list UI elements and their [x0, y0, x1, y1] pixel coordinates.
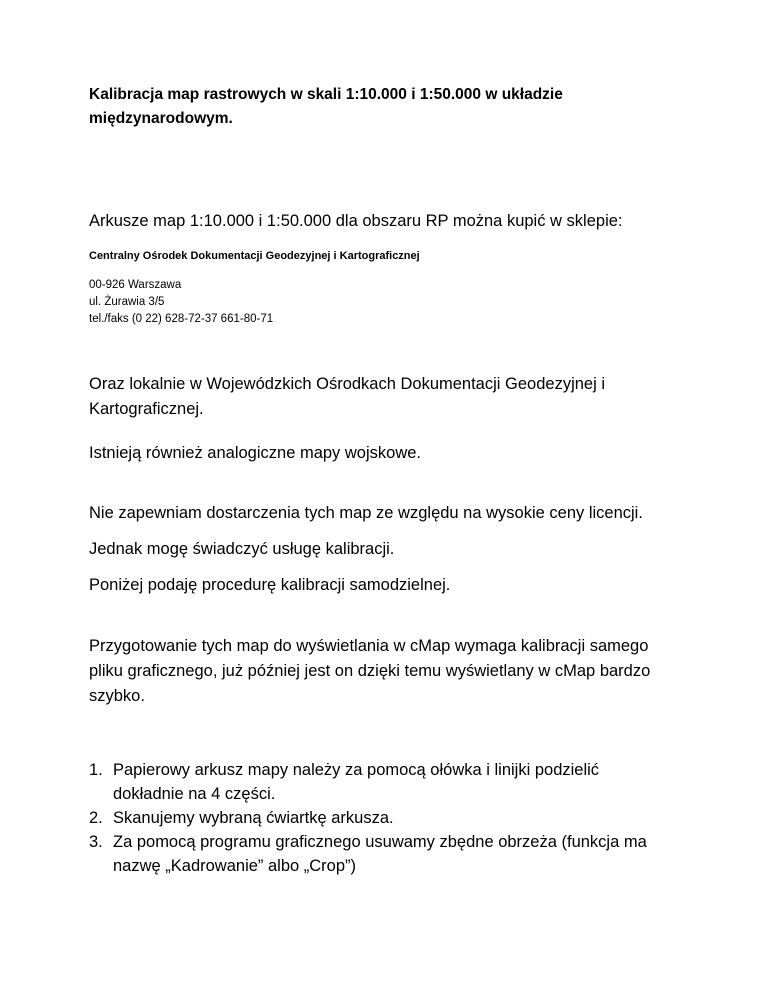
document-title-line-1: Kalibracja map rastrowych w skali 1:10.000 i 1:50.000 w układzie: [89, 86, 563, 103]
preparation-line-3: szybko.: [89, 687, 145, 705]
list-item-text-line-2: nazwę „Kadrowanie” albo „Crop”): [113, 857, 357, 875]
steps-list: [89, 758, 689, 878]
document-title-line-2: międzynarodowym.: [89, 110, 233, 127]
address-city: 00-926 Warszawa: [89, 279, 182, 291]
list-item: [89, 806, 689, 830]
preparation-line-1: Przygotowanie tych map do wyświetlania w cMap wymaga kalibracji samego: [89, 637, 649, 655]
local-offices-line-1: Oraz lokalnie w Wojewódzkich Ośrodkach Dokumentacji Geodezyjnej i: [89, 375, 606, 393]
list-item-number: 2.: [89, 809, 103, 827]
list-item: [89, 830, 689, 878]
calibration-service-paragraph: Jednak mogę świadczyć usługę kalibracji.: [89, 540, 395, 558]
address-street: ul. Żurawia 3/5: [89, 296, 165, 308]
procedure-intro-paragraph: Poniżej podaję procedurę kalibracji samodzielnej.: [89, 576, 451, 594]
local-offices-line-2: Kartograficznej.: [89, 400, 204, 418]
list-item-text-line-1: Papierowy arkusz mapy należy za pomocą ołówka i linijki podzielić: [113, 761, 600, 779]
preparation-line-2: pliku graficznego, już później jest on dzięki temu wyświetlany w cMap bardzo: [89, 662, 651, 680]
address-phone: tel./faks (0 22) 628-72-37 661-80-71: [89, 313, 274, 325]
military-maps-paragraph: Istnieją również analogiczne mapy wojskowe.: [89, 444, 421, 462]
list-item-text-line-1: Skanujemy wybraną ćwiartkę arkusza.: [113, 809, 394, 827]
list-item-text-line-1: Za pomocą programu graficznego usuwamy zbędne obrzeża (funkcja ma: [113, 833, 647, 851]
list-item: [89, 758, 689, 806]
intro-paragraph: Arkusze map 1:10.000 i 1:50.000 dla obszaru RP można kupić w sklepie:: [89, 212, 623, 230]
store-name: Centralny Ośrodek Dokumentacji Geodezyjnej i Kartograficznej: [89, 250, 420, 262]
list-item-number: 1.: [89, 761, 103, 779]
list-item-number: 3.: [89, 833, 103, 851]
list-item-text-line-2: dokładnie na 4 części.: [113, 785, 276, 803]
no-supply-paragraph: Nie zapewniam dostarczenia tych map ze względu na wysokie ceny licencji.: [89, 504, 643, 522]
